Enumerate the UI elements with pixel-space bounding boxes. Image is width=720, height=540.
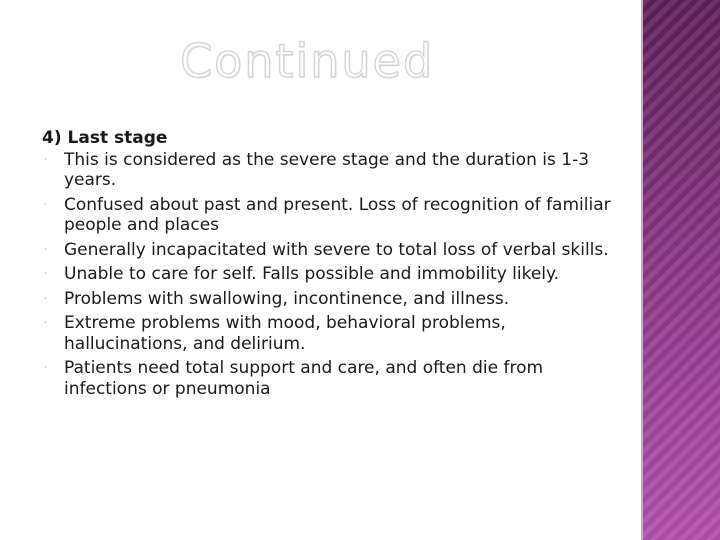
- bullet-text: Generally incapacitated with severe to total loss of verbal skills.: [64, 239, 609, 260]
- bullet-icon: ·: [44, 269, 47, 278]
- bullet-icon: ·: [44, 154, 47, 164]
- stage-heading: 4) Last stage: [42, 128, 168, 148]
- bullet-text: This is considered as the severe stage and the duration is 1-3 years.: [64, 149, 590, 190]
- bullet-text: Confused about past and present. Loss of recognition of familiar people and places: [64, 194, 611, 235]
- decorative-side-panel: [643, 0, 720, 540]
- bullet-text: Patients need total support and care, and often die from infections or pneumonia: [64, 358, 544, 399]
- bullet-icon: ·: [44, 293, 47, 303]
- bullet-text: Problems with swallowing, incontinence, and illness.: [64, 288, 510, 309]
- bullet-icon: ·: [44, 363, 47, 372]
- slide-title: Continued: [180, 34, 435, 88]
- bullet-item: [42, 313, 612, 354]
- bullet-item: [42, 150, 612, 191]
- bullet-list: [42, 150, 612, 400]
- bullet-text: Extreme problems with mood, behavioral problems, hallucinations, and delirium.: [64, 313, 506, 354]
- bullet-icon: ·: [44, 199, 47, 209]
- slide-body: [42, 128, 612, 403]
- bullet-item: [42, 264, 612, 285]
- bullet-icon: ·: [44, 244, 47, 254]
- bullet-icon: ·: [44, 318, 47, 327]
- bullet-item: [42, 195, 612, 236]
- bullet-item: [42, 240, 612, 261]
- bullet-item: [42, 358, 612, 399]
- bullet-text: Unable to care for self. Falls possible and immobility likely.: [64, 264, 560, 284]
- bullet-item: [42, 289, 612, 310]
